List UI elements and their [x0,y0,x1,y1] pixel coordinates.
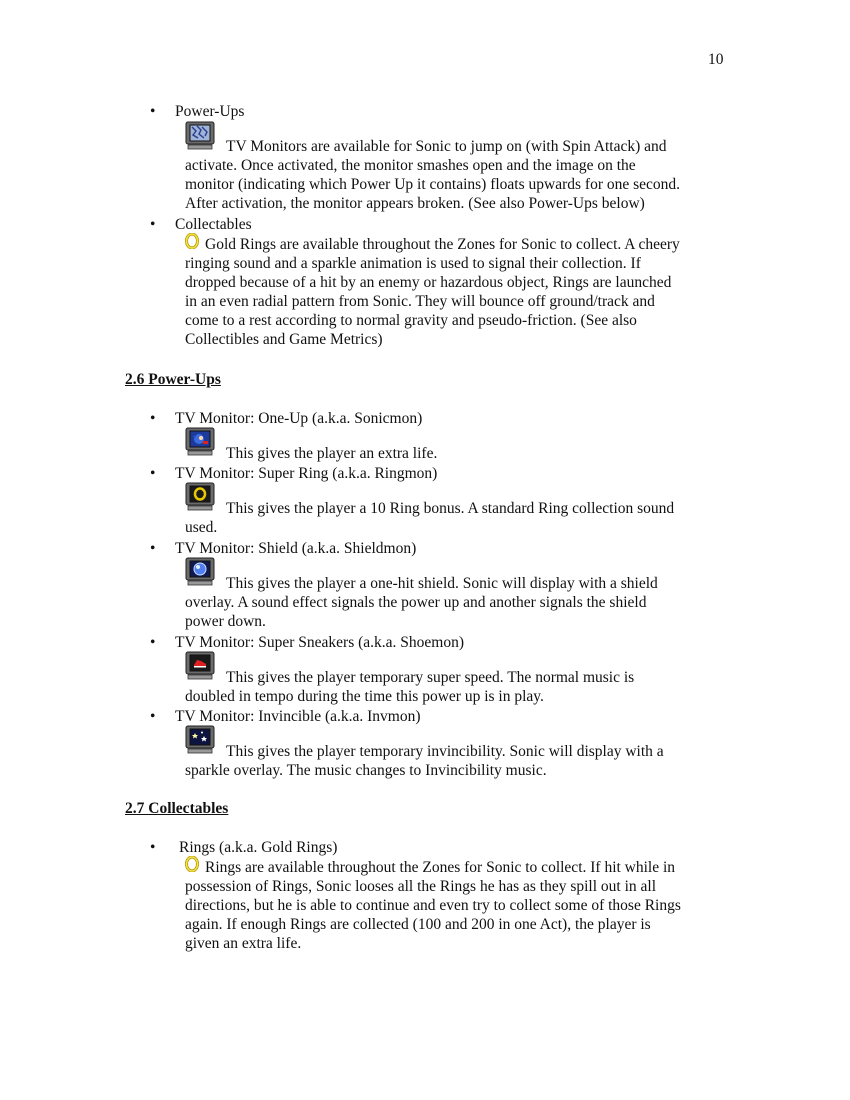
paragraph-rings [185,858,730,953]
paragraph-line: sparkle overlay. The music changes to Invincibility music. [185,762,547,779]
bullet: • [150,839,156,856]
paragraph-line: activate. Once activated, the monitor smashes open and the image on the [185,157,636,174]
bullet: • [150,465,156,482]
bullet: • [150,634,156,651]
paragraph-line: This gives the player temporary invincibility. Sonic will display with a [226,743,664,760]
section-heading-power-ups: 2.6 Power-Ups [125,371,221,388]
list-item-title: TV Monitor: Super Sneakers (a.k.a. Shoemon) [175,634,464,651]
list-item-title: Collectables [175,216,252,233]
paragraph-line: This gives the player temporary super speed. The normal music is [226,669,635,686]
bullet: • [150,103,156,120]
paragraph-power-ups [185,137,730,213]
paragraph-line: come to a rest according to normal gravity and pseudo-friction. (See also [185,312,637,329]
paragraph-line: given an extra life. [185,935,302,952]
paragraph-line: This gives the player a 10 Ring bonus. A standard Ring collection sound [226,500,675,517]
list-item-title: TV Monitor: Invincible (a.k.a. Invmon) [175,708,421,725]
paragraph-invincible [185,742,730,780]
paragraph-line: doubled in tempo during the time this power up is in play. [185,688,544,705]
list-item-title: TV Monitor: Super Ring (a.k.a. Ringmon) [175,465,438,482]
paragraph-line: power down. [185,613,266,630]
paragraph-line: This gives the player an extra life. [226,445,438,462]
paragraph-one-up [185,444,730,463]
paragraph-line: overlay. A sound effect signals the power up and another signals the shield [185,594,647,611]
paragraph-line: used. [185,519,218,536]
paragraph-line: After activation, the monitor appears broken. (See also Power-Ups below) [185,195,645,212]
paragraph-line: again. If enough Rings are collected (100 and 200 in one Act), the player is [185,916,651,933]
paragraph-super-ring [185,499,730,537]
page-number: 10 [708,51,724,68]
section-heading-collectables: 2.7 Collectables [125,800,229,817]
paragraph-line: Rings are available throughout the Zones for Sonic to collect. If hit while in [205,859,676,876]
paragraph-super-sneakers [185,668,730,706]
paragraph-line: dropped because of a hit by an enemy or hazardous object, Rings are launched [185,274,672,291]
paragraph-shield [185,574,730,631]
paragraph-line: TV Monitors are available for Sonic to jump on (with Spin Attack) and [226,138,667,155]
paragraph-line: directions, but he is able to continue and even try to collect some of those Rings [185,897,681,914]
bullet: • [150,540,156,557]
bullet: • [150,216,156,233]
paragraph-line: This gives the player a one-hit shield. Sonic will display with a shield [226,575,658,592]
paragraph-line: in an even radial pattern from Sonic. They will bounce off ground/track and [185,293,655,310]
paragraph-line: monitor (indicating which Power Up it contains) floats upwards for one second. [185,176,681,193]
list-item-title: Rings (a.k.a. Gold Rings) [179,839,338,856]
list-item-title: TV Monitor: One-Up (a.k.a. Sonicmon) [175,410,423,427]
paragraph-line: ringing sound and a sparkle animation is used to signal their collection. If [185,255,641,272]
paragraph-collectables [185,235,730,349]
paragraph-line: Collectibles and Game Metrics) [185,331,383,348]
paragraph-line: possession of Rings, Sonic looses all the Rings he has as they spill out in all [185,878,657,895]
bullet: • [150,708,156,725]
list-item-title: TV Monitor: Shield (a.k.a. Shieldmon) [175,540,417,557]
list-item-title: Power-Ups [175,103,245,120]
paragraph-line: Gold Rings are available throughout the Zones for Sonic to collect. A cheery [205,236,680,253]
bullet: • [150,410,156,427]
